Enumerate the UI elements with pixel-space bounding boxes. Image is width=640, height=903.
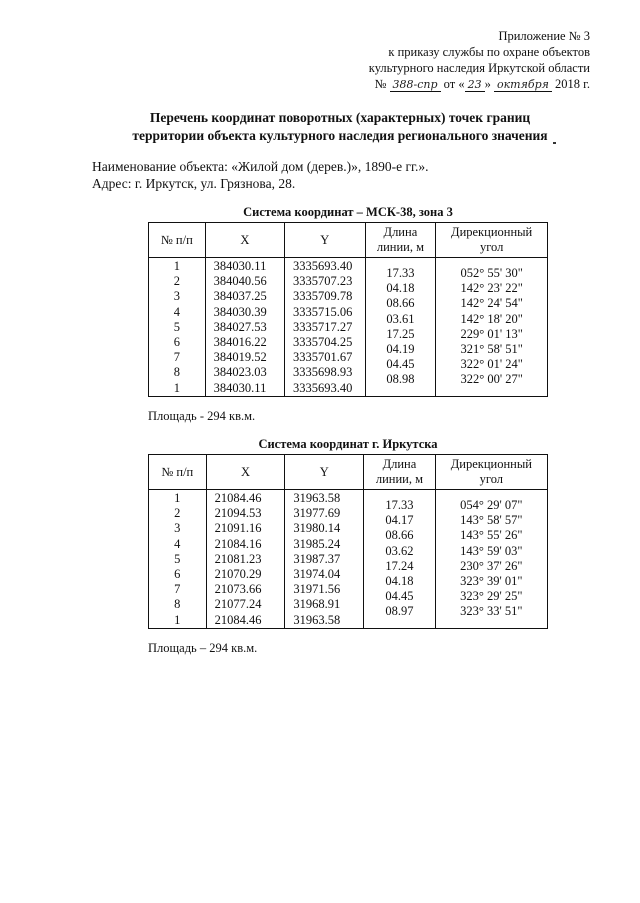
header-angle: Дирекционный угол	[435, 455, 547, 490]
table-cell: 21091.16	[214, 521, 262, 536]
table-cell: 21084.46	[214, 491, 262, 505]
header-num: № п/п	[149, 223, 206, 258]
table-cell: 17.24	[385, 558, 414, 573]
order-date-month-handwritten: октября	[494, 78, 552, 92]
table1-y-column	[285, 258, 365, 397]
appendix-authority: культурного наследия Иркутской области	[368, 61, 590, 75]
table-cell: 21084.46	[214, 612, 262, 627]
table-cell: 31968.91	[293, 597, 341, 612]
table1-header-row	[149, 223, 548, 258]
table2-area: Площадь – 294 кв.м.	[148, 641, 258, 655]
document-title	[60, 109, 620, 145]
table-cell: 3335693.40	[293, 259, 353, 273]
order-number-prefix: №	[374, 77, 387, 91]
table2-x-column	[206, 490, 285, 629]
table2-title: Система координат г. Иркутска	[258, 437, 438, 451]
table-cell: 08.97	[385, 604, 414, 619]
table-cell: 384019.52	[213, 350, 267, 365]
table-cell: 04.18	[385, 574, 414, 589]
table-cell: 3	[173, 289, 180, 304]
table2-y-column	[285, 490, 364, 629]
table-cell: 384027.53	[213, 319, 267, 334]
table-cell: 323° 39' 01"	[460, 574, 523, 589]
table-cell: 21070.29	[214, 567, 262, 582]
table-cell: 31980.14	[293, 521, 341, 536]
table1-area: Площадь - 294 кв.м.	[148, 409, 256, 423]
header-length: Длина линии, м	[364, 455, 435, 490]
table-cell: 31977.69	[293, 506, 341, 521]
object-address: Адрес: г. Иркутск, ул. Грязнова, 28.	[92, 176, 296, 191]
table-cell: 384037.25	[213, 289, 267, 304]
table-cell: 04.45	[386, 357, 415, 372]
table-cell: 6	[173, 335, 180, 350]
table2-length-column	[364, 490, 435, 629]
table-cell: 3335709.78	[293, 289, 353, 304]
table-cell: 4	[173, 304, 180, 319]
table-cell: 3	[174, 521, 181, 536]
table-cell: 143° 58' 57"	[460, 513, 523, 528]
table1-angle-column	[436, 258, 548, 397]
table-cell: 5	[173, 319, 180, 334]
table-cell: 3335701.67	[293, 350, 353, 365]
table-cell: 384030.39	[213, 304, 267, 319]
header-x: X	[205, 223, 284, 258]
document-title-line2: территории объекта культурного наследия регионального значения	[132, 128, 548, 143]
table-cell: 4	[174, 536, 181, 551]
table-cell: 21084.16	[214, 536, 262, 551]
table-cell: 21094.53	[214, 506, 262, 521]
table-cell: 08.66	[386, 296, 415, 311]
table-cell: 230° 37' 26"	[460, 558, 523, 573]
object-name: Наименование объекта: «Жилой дом (дерев.)», 1890-е гг.».	[92, 159, 429, 174]
table-cell: 143° 55' 26"	[460, 528, 523, 543]
table1-title: Система координат – МСК-38, зона 3	[243, 205, 453, 219]
table-cell: 17.33	[385, 498, 414, 512]
appendix-number: Приложение № 3	[498, 29, 590, 43]
table-cell: 384016.22	[213, 335, 267, 350]
table-cell: 04.45	[385, 589, 414, 604]
table1-body-row	[149, 258, 548, 397]
header-num: № п/п	[149, 455, 207, 490]
table-cell: 143° 59' 03"	[460, 543, 523, 558]
table-cell: 17.33	[386, 266, 415, 280]
order-date-day-handwritten: 23	[465, 78, 485, 92]
table1-num-column	[149, 258, 206, 397]
table-cell: 2	[174, 506, 181, 521]
table-cell: 1	[174, 491, 181, 505]
table-cell: 31987.37	[293, 551, 341, 566]
order-date-day-close: »	[484, 77, 491, 91]
table2-body-row	[149, 490, 548, 629]
table-cell: 052° 55' 30"	[460, 266, 523, 280]
appendix-order-ref: к приказу службы по охране объектов	[388, 45, 590, 59]
table2-angle-column	[435, 490, 547, 629]
table-cell: 21077.24	[214, 597, 262, 612]
table-cell: 04.19	[386, 342, 415, 357]
header-length: Длина линии, м	[365, 223, 436, 258]
table-cell: 384030.11	[213, 259, 267, 273]
table-cell: 3335707.23	[293, 274, 353, 289]
table-cell: 8	[173, 365, 180, 380]
table-cell: 322° 00' 27"	[460, 372, 523, 387]
table-cell: 08.98	[386, 372, 415, 387]
header-y: Y	[285, 223, 365, 258]
table-cell: 04.18	[386, 281, 415, 296]
table-cell: 1	[174, 612, 181, 627]
table-cell: 7	[174, 582, 181, 597]
table-cell: 142° 24' 54"	[460, 296, 523, 311]
table-cell: 384030.11	[213, 380, 267, 395]
order-number-handwritten: 388-спр	[390, 78, 441, 92]
header-x: X	[206, 455, 285, 490]
table-cell: 323° 29' 25"	[460, 589, 523, 604]
scan-mark	[553, 142, 556, 144]
order-date-from: от «	[443, 77, 465, 91]
table-cell: 31971.56	[293, 582, 341, 597]
table2-header-row	[149, 455, 548, 490]
table-cell: 142° 18' 20"	[460, 311, 523, 326]
table-cell: 6	[174, 567, 181, 582]
table-cell: 5	[174, 551, 181, 566]
table-cell: 7	[173, 350, 180, 365]
table-cell: 3335704.25	[293, 335, 353, 350]
table-cell: 2	[173, 274, 180, 289]
order-date-year: 2018 г.	[555, 77, 590, 91]
table-cell: 3335698.93	[293, 365, 353, 380]
object-info	[92, 158, 429, 192]
table1-coordinates	[148, 222, 548, 397]
table-cell: 321° 58' 51"	[460, 342, 523, 357]
table1-length-column	[365, 258, 436, 397]
table-cell: 384023.03	[213, 365, 267, 380]
table-cell: 054° 29' 07"	[460, 498, 523, 512]
table1-x-column	[205, 258, 284, 397]
table-cell: 1	[173, 259, 180, 273]
table-cell: 322° 01' 24"	[460, 357, 523, 372]
header-angle: Дирекционный угол	[436, 223, 548, 258]
appendix-header	[369, 28, 590, 93]
table-cell: 31963.58	[293, 612, 341, 627]
table-cell: 31974.04	[293, 567, 341, 582]
table-cell: 142° 23' 22"	[460, 281, 523, 296]
table-cell: 21081.23	[214, 551, 262, 566]
table-cell: 384040.56	[213, 274, 267, 289]
appendix-order-number-line	[369, 76, 590, 93]
table-cell: 03.62	[385, 543, 414, 558]
table-cell: 3335717.27	[293, 319, 353, 334]
table-cell: 08.66	[385, 528, 414, 543]
table-cell: 21073.66	[214, 582, 262, 597]
header-y: Y	[285, 455, 364, 490]
table-cell: 03.61	[386, 311, 415, 326]
table-cell: 1	[173, 380, 180, 395]
table-cell: 229° 01' 13"	[460, 326, 523, 341]
document-title-line1: Перечень координат поворотных (характерных) точек границ	[149, 110, 531, 125]
table2-num-column	[149, 490, 207, 629]
table-cell: 323° 33' 51"	[460, 604, 523, 619]
table-cell: 3335715.06	[293, 304, 353, 319]
table-cell: 8	[174, 597, 181, 612]
table2-coordinates	[148, 454, 548, 629]
table-cell: 17.25	[386, 326, 415, 341]
table-cell: 31985.24	[293, 536, 341, 551]
table-cell: 04.17	[385, 513, 414, 528]
table-cell: 31963.58	[293, 491, 341, 505]
table-cell: 3335693.40	[293, 380, 353, 395]
